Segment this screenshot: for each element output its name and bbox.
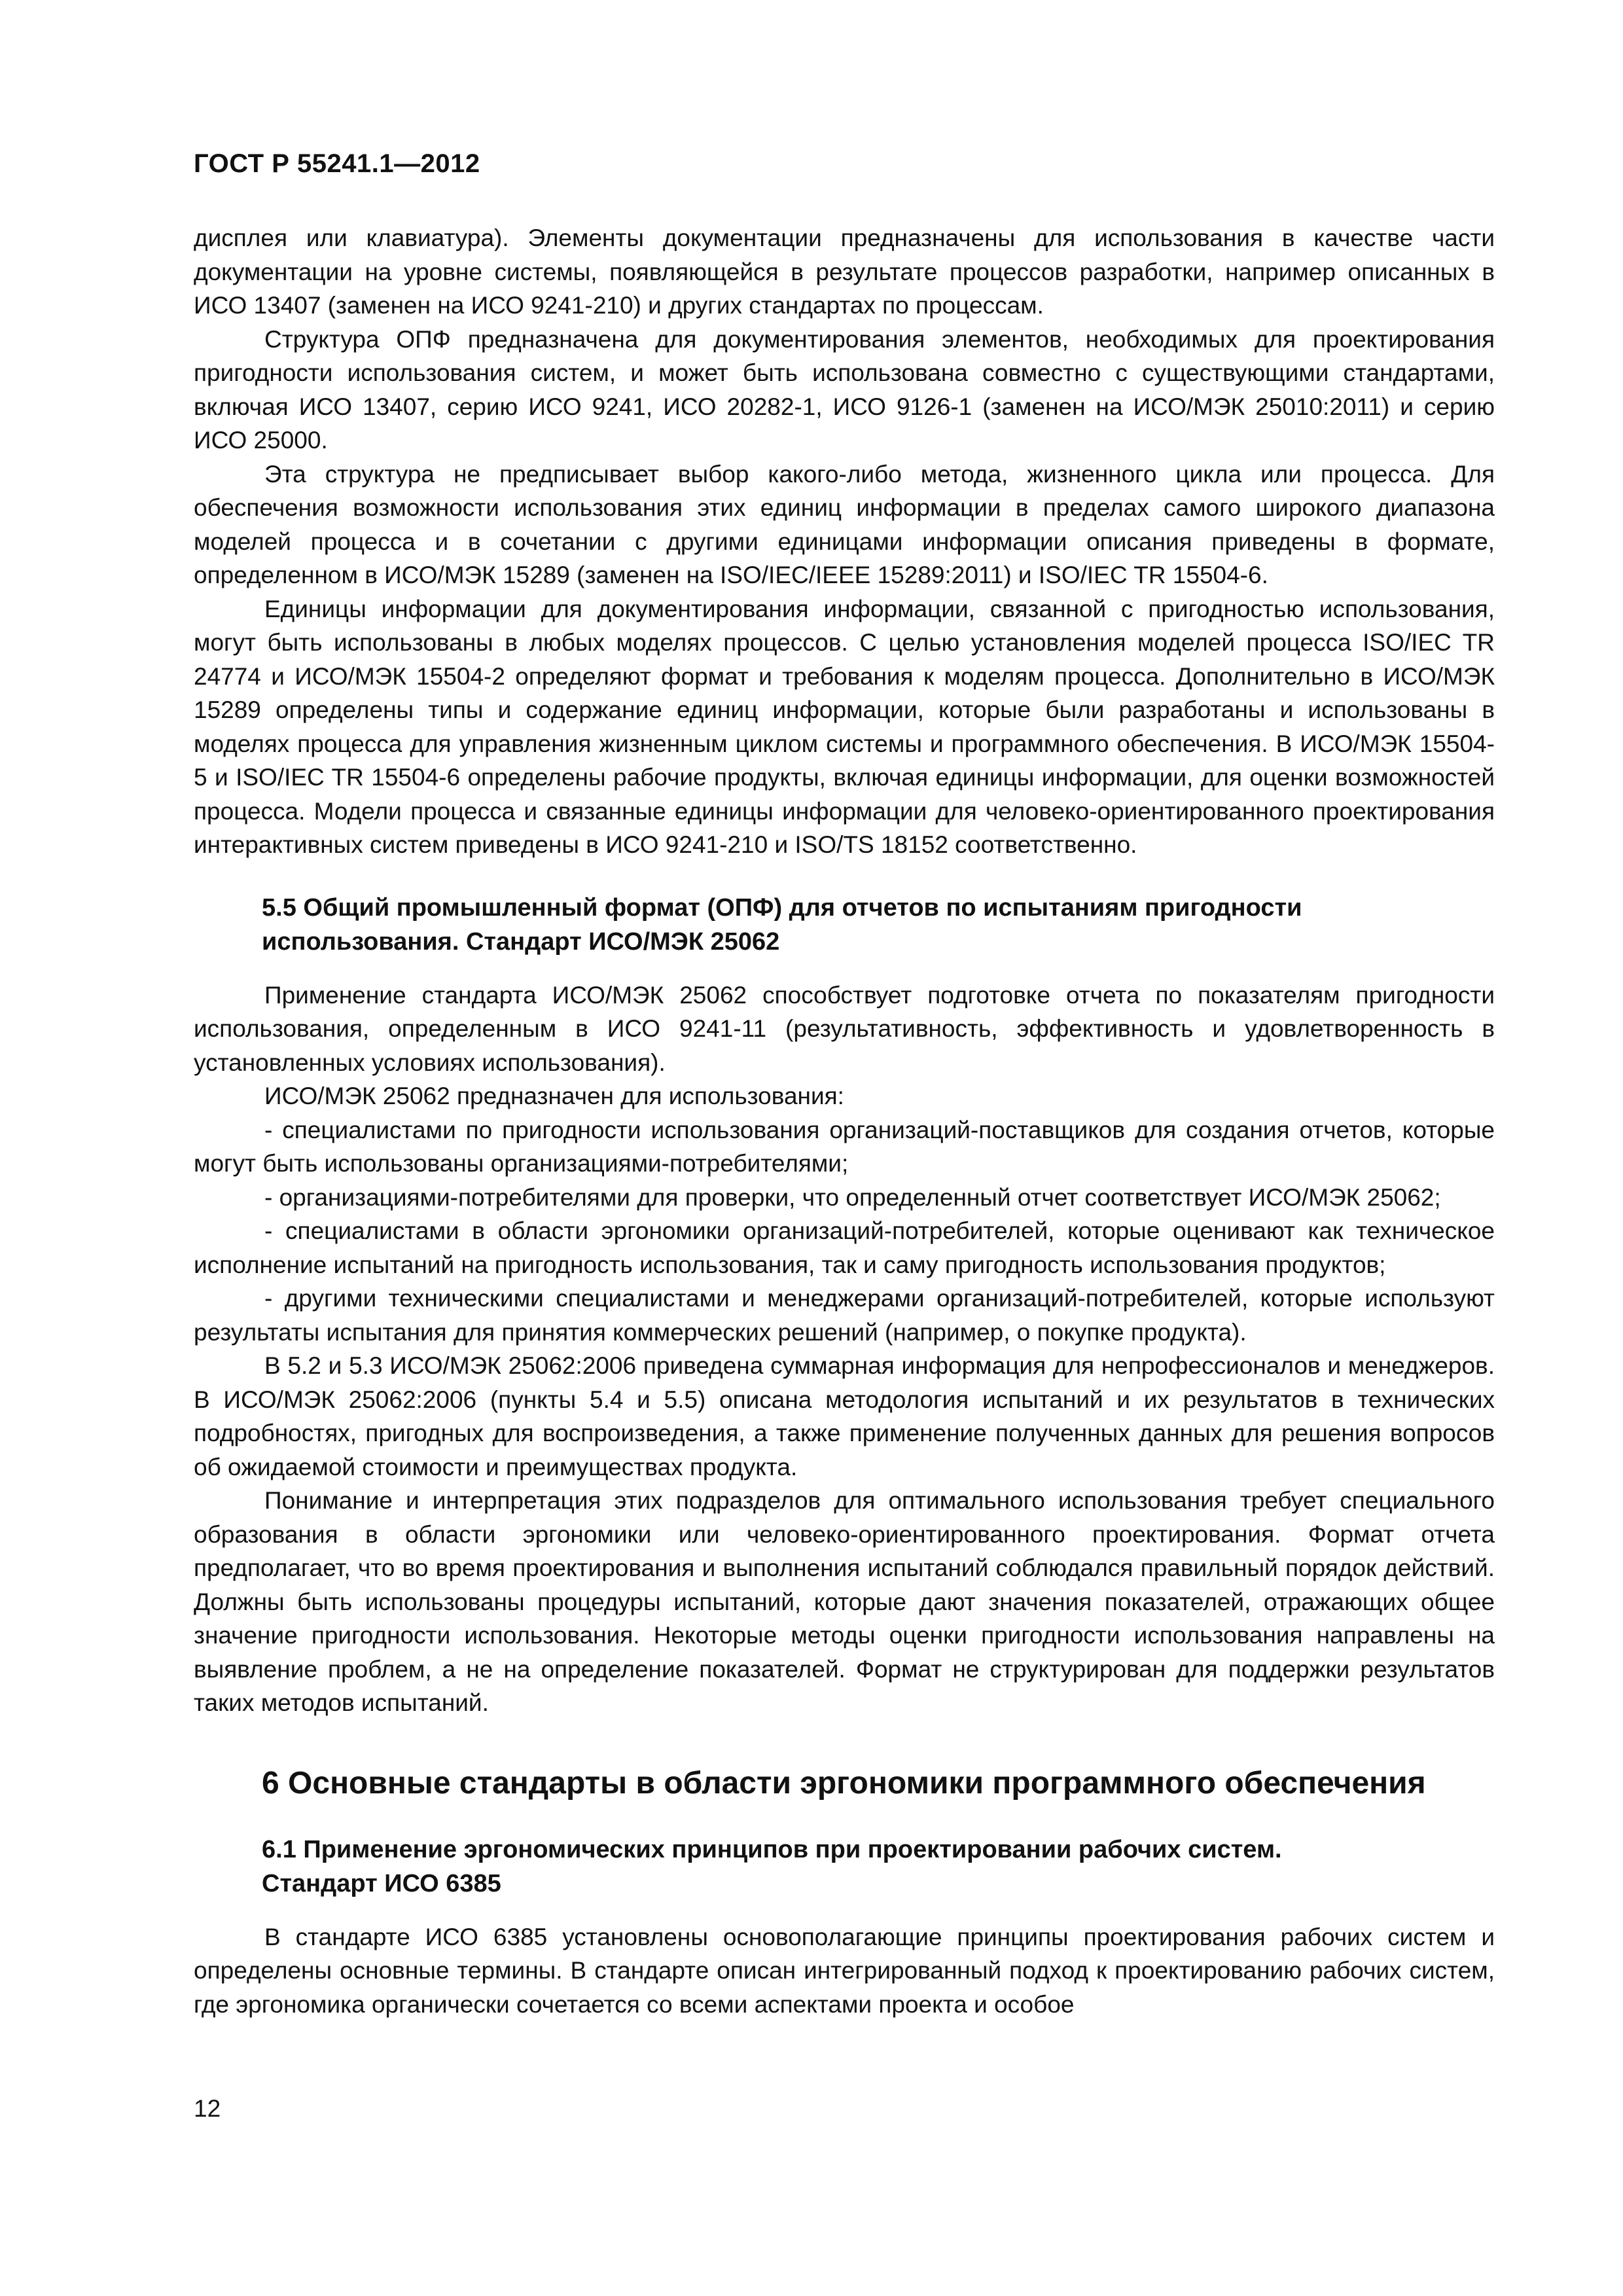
list-item: - другими техническими специалистами и менеджерами организаций-потребителей, которые используют результаты испытания для принятия коммерческих решений (например, о покупке продукта).	[194, 1285, 1495, 1346]
paragraph: В 5.2 и 5.3 ИСО/МЭК 25062:2006 приведена суммарная информация для непрофессионалов и менеджеров. В ИСО/МЭК 25062:2006 (пункты 5.4 и 5.5) описана методология испытаний и их результатов в технических подробностях, пригодных для воспроизведения, а также применение полученных данных для решения вопросов об ожидаемой стоимости и преимуществах продукта.	[194, 1352, 1495, 1480]
heading-line: 6.1 Применение эргономических принципов при проектировании рабочих систем.	[262, 1835, 1282, 1863]
heading-line: 5.5 Общий промышленный формат (ОПФ) для отчетов по испытаниям пригодности	[262, 893, 1302, 922]
heading-line: использования. Стандарт ИСО/МЭК 25062	[262, 927, 780, 956]
paragraph: дисплея или клавиатура). Элементы документации предназначены для использования в качестве части документации на уровне системы, появляющейся в результате процессов разработки, например описанных в ИСО 13407 (заменен на ИСО 9241-210) и других стандартах по процессам.	[194, 224, 1495, 319]
heading-line: Стандарт ИСО 6385	[262, 1869, 501, 1897]
page-number: 12	[194, 2095, 221, 2122]
paragraph: Эта структура не предписывает выбор какого-либо метода, жизненного цикла или процесса. Для обеспечения возможности использования этих единиц информации в пределах самого широкого диапазона моделей процесса и в сочетании с другими единицами информации описания приведены в формате, определенном в ИСО/МЭК 15289 (заменен на ISO/IEC/IEEE 15289:2011) и ISO/IEC TR 15504-6.	[194, 460, 1495, 588]
paragraph: Структура ОПФ предназначена для документирования элементов, необходимых для проектирования пригодности использования систем, и может быть использована совместно с существующими стандартами, включая ИСО 13407, серию ИСО 9241, ИСО 20282-1, ИСО 9126-1 (заменен на ИСО/МЭК 25010:2011) и серию ИСО 25000.	[194, 325, 1495, 454]
paragraph: ИСО/МЭК 25062 предназначен для использования:	[264, 1083, 844, 1109]
list-item: - специалистами по пригодности использования организаций-поставщиков для создания отчетов, которые могут быть использованы организациями-потребителями;	[194, 1116, 1495, 1177]
subsection-heading-5-5	[262, 891, 1495, 959]
paragraph: Применение стандарта ИСО/МЭК 25062 способствует подготовке отчета по показателям пригодности использования, определенным в ИСО 9241-11 (результативность, эффективность и удовлетворенность в установленных условиях использования).	[194, 981, 1495, 1076]
list-item: - организациями-потребителями для проверки, что определенный отчет соответствует ИСО/МЭК 25062;	[264, 1183, 1441, 1211]
list-item: - специалистами в области эргономики организаций-потребителей, которые оценивают как техническое исполнение испытаний на пригодность использования, так и саму пригодность использования продуктов;	[194, 1217, 1495, 1278]
subsection-heading-6-1	[262, 1833, 1495, 1901]
paragraph: Единицы информации для документирования информации, связанной с пригодностью использования, могут быть использованы в любых моделях процессов. С целью установления моделей процесса ISO/IEC TR 24774 и ИСО/МЭК 15504-2 определяют формат и требования к моделям процесса. Дополнительно в ИСО/МЭК 15289 определены типы и содержание единиц информации, которые были разработаны и использованы в моделях процесса для управления жизненным циклом системы и программного обеспечения. В ИСО/МЭК 15504-5 и ISO/IEC TR 15504-6 определены рабочие продукты, включая единицы информации, для оценки возможностей процесса. Модели процесса и связанные единицы информации для человеко-ориентированного проектирования интерактивных систем приведены в ИСО 9241-210 и ISO/TS 18152 соответственно.	[194, 595, 1495, 858]
section-heading-6: 6 Основные стандарты в области эргономики программного обеспечения	[262, 1765, 1426, 1801]
paragraph: Понимание и интерпретация этих подразделов для оптимального использования требует специального образования в области эргономики или человеко-ориентированного проектирования. Формат отчета предполагает, что во время проектирования и выполнения испытаний соблюдался правильный порядок действий. Должны быть использованы процедуры испытаний, которые дают значения показателей, отражающих общее значение пригодности использования. Некоторые методы оценки пригодности использования направлены на выявление проблем, а не на определение показателей. Формат не структурирован для поддержки результатов таких методов испытаний.	[194, 1487, 1495, 1716]
document-body	[194, 221, 1495, 2021]
document-header: ГОСТ Р 55241.1—2012	[194, 149, 480, 178]
paragraph: В стандарте ИСО 6385 установлены основополагающие принципы проектирования рабочих систем и определены основные термины. В стандарте описан интегрированный подход к проектированию рабочих систем, где эргономика органически сочетается со всеми аспектами проекта и особое	[194, 1923, 1495, 2018]
